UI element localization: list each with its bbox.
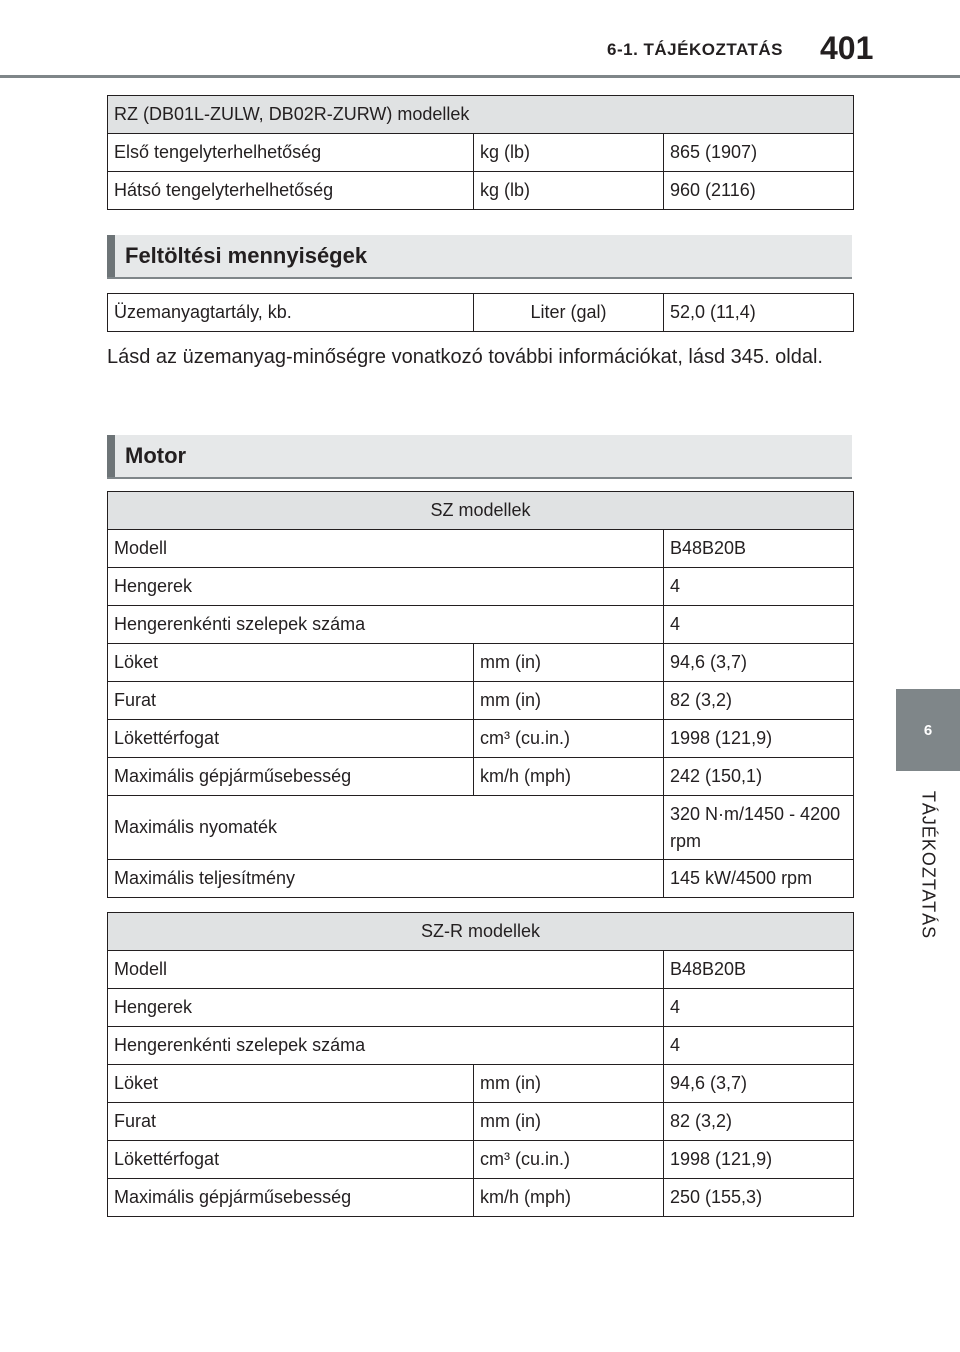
- table-cell-value: 94,6 (3,7): [664, 644, 854, 682]
- fuel-table: [107, 293, 854, 332]
- rz-table-title: RZ (DB01L-ZULW, DB02R-ZURW) modellek: [108, 96, 854, 134]
- table-cell-value: B48B20B: [664, 951, 854, 989]
- table-cell-value: 52,0 (11,4): [664, 294, 854, 332]
- table-cell-label: Furat: [108, 682, 474, 720]
- sz-table-title: SZ modellek: [108, 492, 854, 530]
- table-cell-value: 1998 (121,9): [664, 1141, 854, 1179]
- chapter-tab[interactable]: [896, 689, 960, 771]
- table-cell-value: 320 N·m/1450 - 4200 rpm: [664, 796, 854, 860]
- section-marker: [107, 235, 115, 277]
- table-row: [108, 134, 854, 172]
- table-cell-unit: kg (lb): [474, 134, 664, 172]
- table-cell-label: Első tengelyterhelhetőség: [108, 134, 474, 172]
- table-cell-label: Lökettérfogat: [108, 720, 474, 758]
- fuel-note-paragraph: Lásd az üzemanyag-minőségre vonatkozó további információkat, lásd 345. oldal.: [107, 346, 823, 368]
- table-cell-value: 145 kW/4500 rpm: [664, 860, 854, 898]
- chapter-title: 6-1. TÁJÉKOZTATÁS: [607, 40, 783, 59]
- table-cell-label: Hengerek: [108, 568, 664, 606]
- table-cell-label: Maximális gépjárműsebesség: [108, 1179, 474, 1217]
- table-row: [108, 568, 854, 606]
- table-cell-value: 4: [664, 568, 854, 606]
- table-row: [108, 1065, 854, 1103]
- table-row: [108, 720, 854, 758]
- table-cell-value: 250 (155,3): [664, 1179, 854, 1217]
- table-cell-label: Lökettérfogat: [108, 1141, 474, 1179]
- table-cell-value: 4: [664, 1027, 854, 1065]
- table-cell-unit: km/h (mph): [474, 758, 664, 796]
- table-cell-label: Üzemanyagtartály, kb.: [108, 294, 474, 332]
- table-row: [108, 758, 854, 796]
- table-cell-unit: cm³ (cu.in.): [474, 720, 664, 758]
- table-cell-label: Löket: [108, 1065, 474, 1103]
- table-cell-label: Löket: [108, 644, 474, 682]
- table-row: [108, 530, 854, 568]
- table-cell-unit: km/h (mph): [474, 1179, 664, 1217]
- table-cell-unit: kg (lb): [474, 172, 664, 210]
- section-marker: [107, 435, 115, 477]
- section-title: Motor: [125, 443, 187, 468]
- table-cell-label: Hengerenkénti szelepek száma: [108, 1027, 664, 1065]
- table-row: [108, 1027, 854, 1065]
- table-row: [108, 860, 854, 898]
- chapter-side-label: TÁJÉKOZTATÁS: [918, 790, 939, 940]
- table-cell-unit: Liter (gal): [474, 294, 664, 332]
- table-row: [108, 1179, 854, 1217]
- table-cell-value: 82 (3,2): [664, 682, 854, 720]
- table-cell-value: 82 (3,2): [664, 1103, 854, 1141]
- table-cell-label: Maximális teljesítmény: [108, 860, 664, 898]
- table-row: [108, 989, 854, 1027]
- table-cell-value: 960 (2116): [664, 172, 854, 210]
- table-cell-value: 865 (1907): [664, 134, 854, 172]
- header-divider: [0, 75, 960, 78]
- table-cell-value: 4: [664, 606, 854, 644]
- section-title: Feltöltési mennyiségek: [125, 243, 368, 268]
- page-number: 401: [820, 30, 874, 66]
- table-row: [108, 951, 854, 989]
- table-cell-value: B48B20B: [664, 530, 854, 568]
- table-cell-label: Modell: [108, 530, 664, 568]
- table-row: [108, 172, 854, 210]
- table-cell-value: 242 (150,1): [664, 758, 854, 796]
- table-cell-label: Hengerenkénti szelepek száma: [108, 606, 664, 644]
- table-row: [108, 606, 854, 644]
- table-cell-unit: mm (in): [474, 1065, 664, 1103]
- section-heading-engine: [107, 435, 852, 479]
- table-cell-label: Hátsó tengelyterhelhetőség: [108, 172, 474, 210]
- table-cell-unit: cm³ (cu.in.): [474, 1141, 664, 1179]
- table-row: [108, 644, 854, 682]
- sz-engine-table: [107, 491, 854, 898]
- table-row: [108, 294, 854, 332]
- table-row: [108, 1103, 854, 1141]
- table-cell-label: Furat: [108, 1103, 474, 1141]
- szr-engine-table: [107, 912, 854, 1217]
- table-cell-label: Maximális gépjárműsebesség: [108, 758, 474, 796]
- table-cell-value: 4: [664, 989, 854, 1027]
- table-cell-value: 1998 (121,9): [664, 720, 854, 758]
- chapter-tab-number: 6: [923, 721, 933, 739]
- table-row: [108, 1141, 854, 1179]
- table-row: [108, 682, 854, 720]
- table-cell-label: Maximális nyomaték: [108, 796, 664, 860]
- table-cell-label: Hengerek: [108, 989, 664, 1027]
- section-heading-capacities: [107, 235, 852, 279]
- table-cell-label: Modell: [108, 951, 664, 989]
- table-cell-unit: mm (in): [474, 682, 664, 720]
- table-cell-unit: mm (in): [474, 644, 664, 682]
- szr-table-title: SZ-R modellek: [108, 913, 854, 951]
- table-cell-value: 94,6 (3,7): [664, 1065, 854, 1103]
- table-row: [108, 796, 854, 860]
- table-cell-unit: mm (in): [474, 1103, 664, 1141]
- rz-load-table: [107, 95, 854, 210]
